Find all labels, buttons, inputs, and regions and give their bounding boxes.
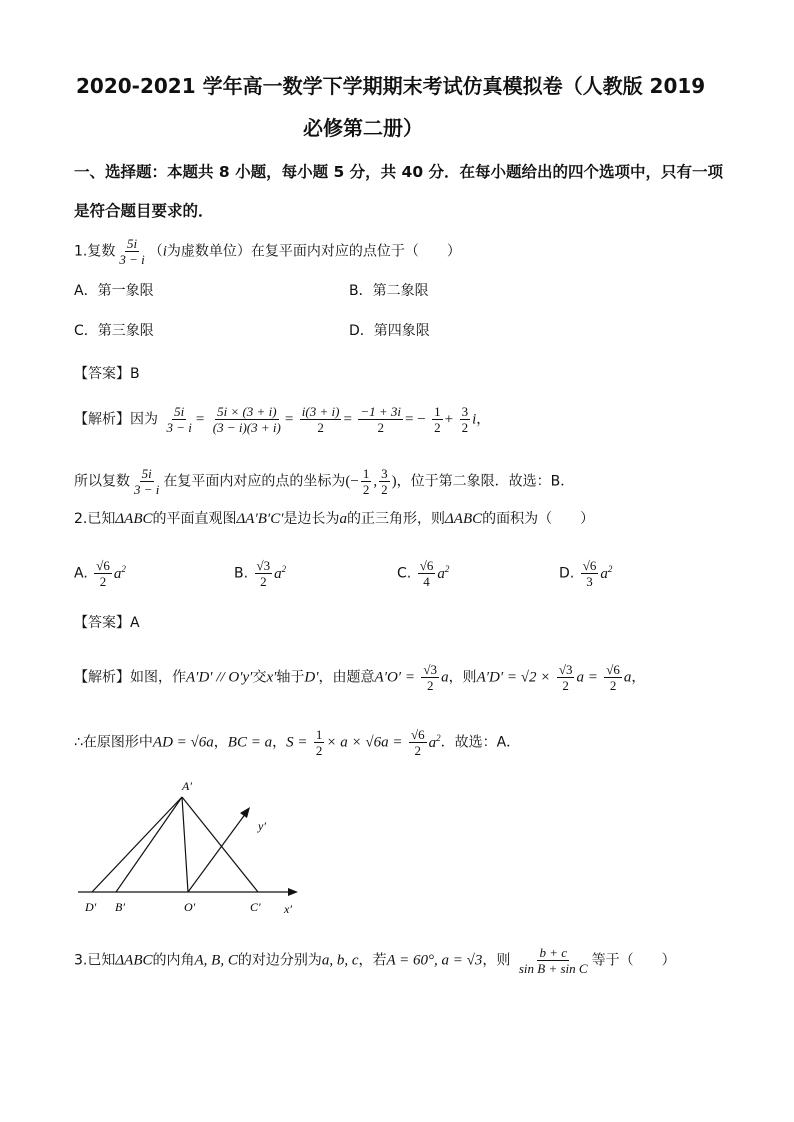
y-axis-line: [188, 813, 246, 892]
q1-analysis: 【解析】因为 $\frac{5i}{3 - i}$ = $\frac{5i \times (3 + i)}{(3 - i)(3 + i)}$ = $\frac{i(3 + i)}{2}$ = $\frac{-1 + 3i}{2}$ = − $\frac{1}{2}$ + $\frac{3}{2}$ i，: [74, 404, 491, 435]
section-heading: 一、选择题：本题共 8 小题，每小题 5 分，共 40 分．在每小题给出的四个选项中，只有一项: [74, 163, 724, 181]
label-y-prime: y′: [258, 819, 266, 833]
q1-answer: 【答案】B: [74, 366, 140, 382]
y-axis-arrow: [240, 807, 250, 818]
label-o-prime: O′: [184, 900, 196, 914]
oblique-projection-figure: [70, 775, 310, 920]
line-a-d: [92, 797, 182, 892]
q2-analysis: 【解析】如图，作A′D′ // O′y′交x′轴于D′，由题意A′O′ = $\frac{√3}{2}$ a，则A′D′ = √2 × $\frac{√3}{2}$ a = $\frac{√6}{2}$ a，: [74, 662, 646, 693]
q1-fraction: $\frac{5i}{3 - i}$: [119, 236, 145, 267]
line-a-b: [116, 797, 182, 892]
q1-option-a: A．第一象限: [74, 283, 154, 299]
label-a-prime: A′: [182, 779, 192, 793]
x-axis-arrow: [288, 888, 298, 896]
page-title: 2020-2021 学年高一数学下学期期末考试仿真模拟卷（人教版 2019: [76, 74, 706, 98]
question-2-stem: 2.已知ΔABC的平面直观图ΔA′B′C′是边长为a的正三角形，则ΔABC的面积为（ ）: [74, 511, 595, 527]
q2-answer: 【答案】A: [74, 615, 140, 631]
line-a-o: [182, 797, 188, 892]
q1-option-d: D．第四象限: [349, 323, 430, 339]
q2-option-c: C. $\frac{√6}{4}$ $a^2$: [397, 558, 450, 589]
page-title-line2: 必修第二册）: [303, 116, 423, 140]
q2-option-d: D. $\frac{√6}{3}$ $a^2$: [559, 558, 613, 589]
question-1-stem: 1.复数 $\frac{5i}{3 - i}$ （i为虚数单位）在复平面内对应的点位于（ ）: [74, 236, 461, 267]
section-heading-line2: 是符合题目要求的．: [74, 202, 214, 220]
q2-option-a: A. $\frac{√6}{2}$ $a^2$: [74, 558, 126, 589]
q2-analysis-line2: ∴在原图形中AD = √6a，BC = a，S = $\frac{1}{2}$ × a × √6a = $\frac{√6}{2}$ $a^2$．故选：A．: [74, 727, 521, 758]
q1-conclusion: 所以复数 $\frac{5i}{3 - i}$ 在复平面内对应的点的坐标为(− $\frac{1}{2}$ , $\frac{3}{2}$ )，位于第二象限．故选：B．: [74, 466, 575, 497]
label-c-prime: C′: [250, 900, 261, 914]
label-b-prime: B′: [115, 900, 125, 914]
q2-option-b: B. $\frac{√3}{2}$ $a^2$: [234, 558, 287, 589]
label-d-prime: D′: [85, 900, 97, 914]
label-x-prime: x′: [284, 902, 292, 916]
q1-option-b: B．第二象限: [349, 283, 429, 299]
question-3-stem: 3.已知ΔABC的内角A, B, C的对边分别为a, b, c，若A = 60°, a = √3，则 $\frac{b + c}{\text{sin B + sin C}}$ 等于（ ）: [74, 945, 676, 976]
q1-option-c: C．第三象限: [74, 323, 154, 339]
